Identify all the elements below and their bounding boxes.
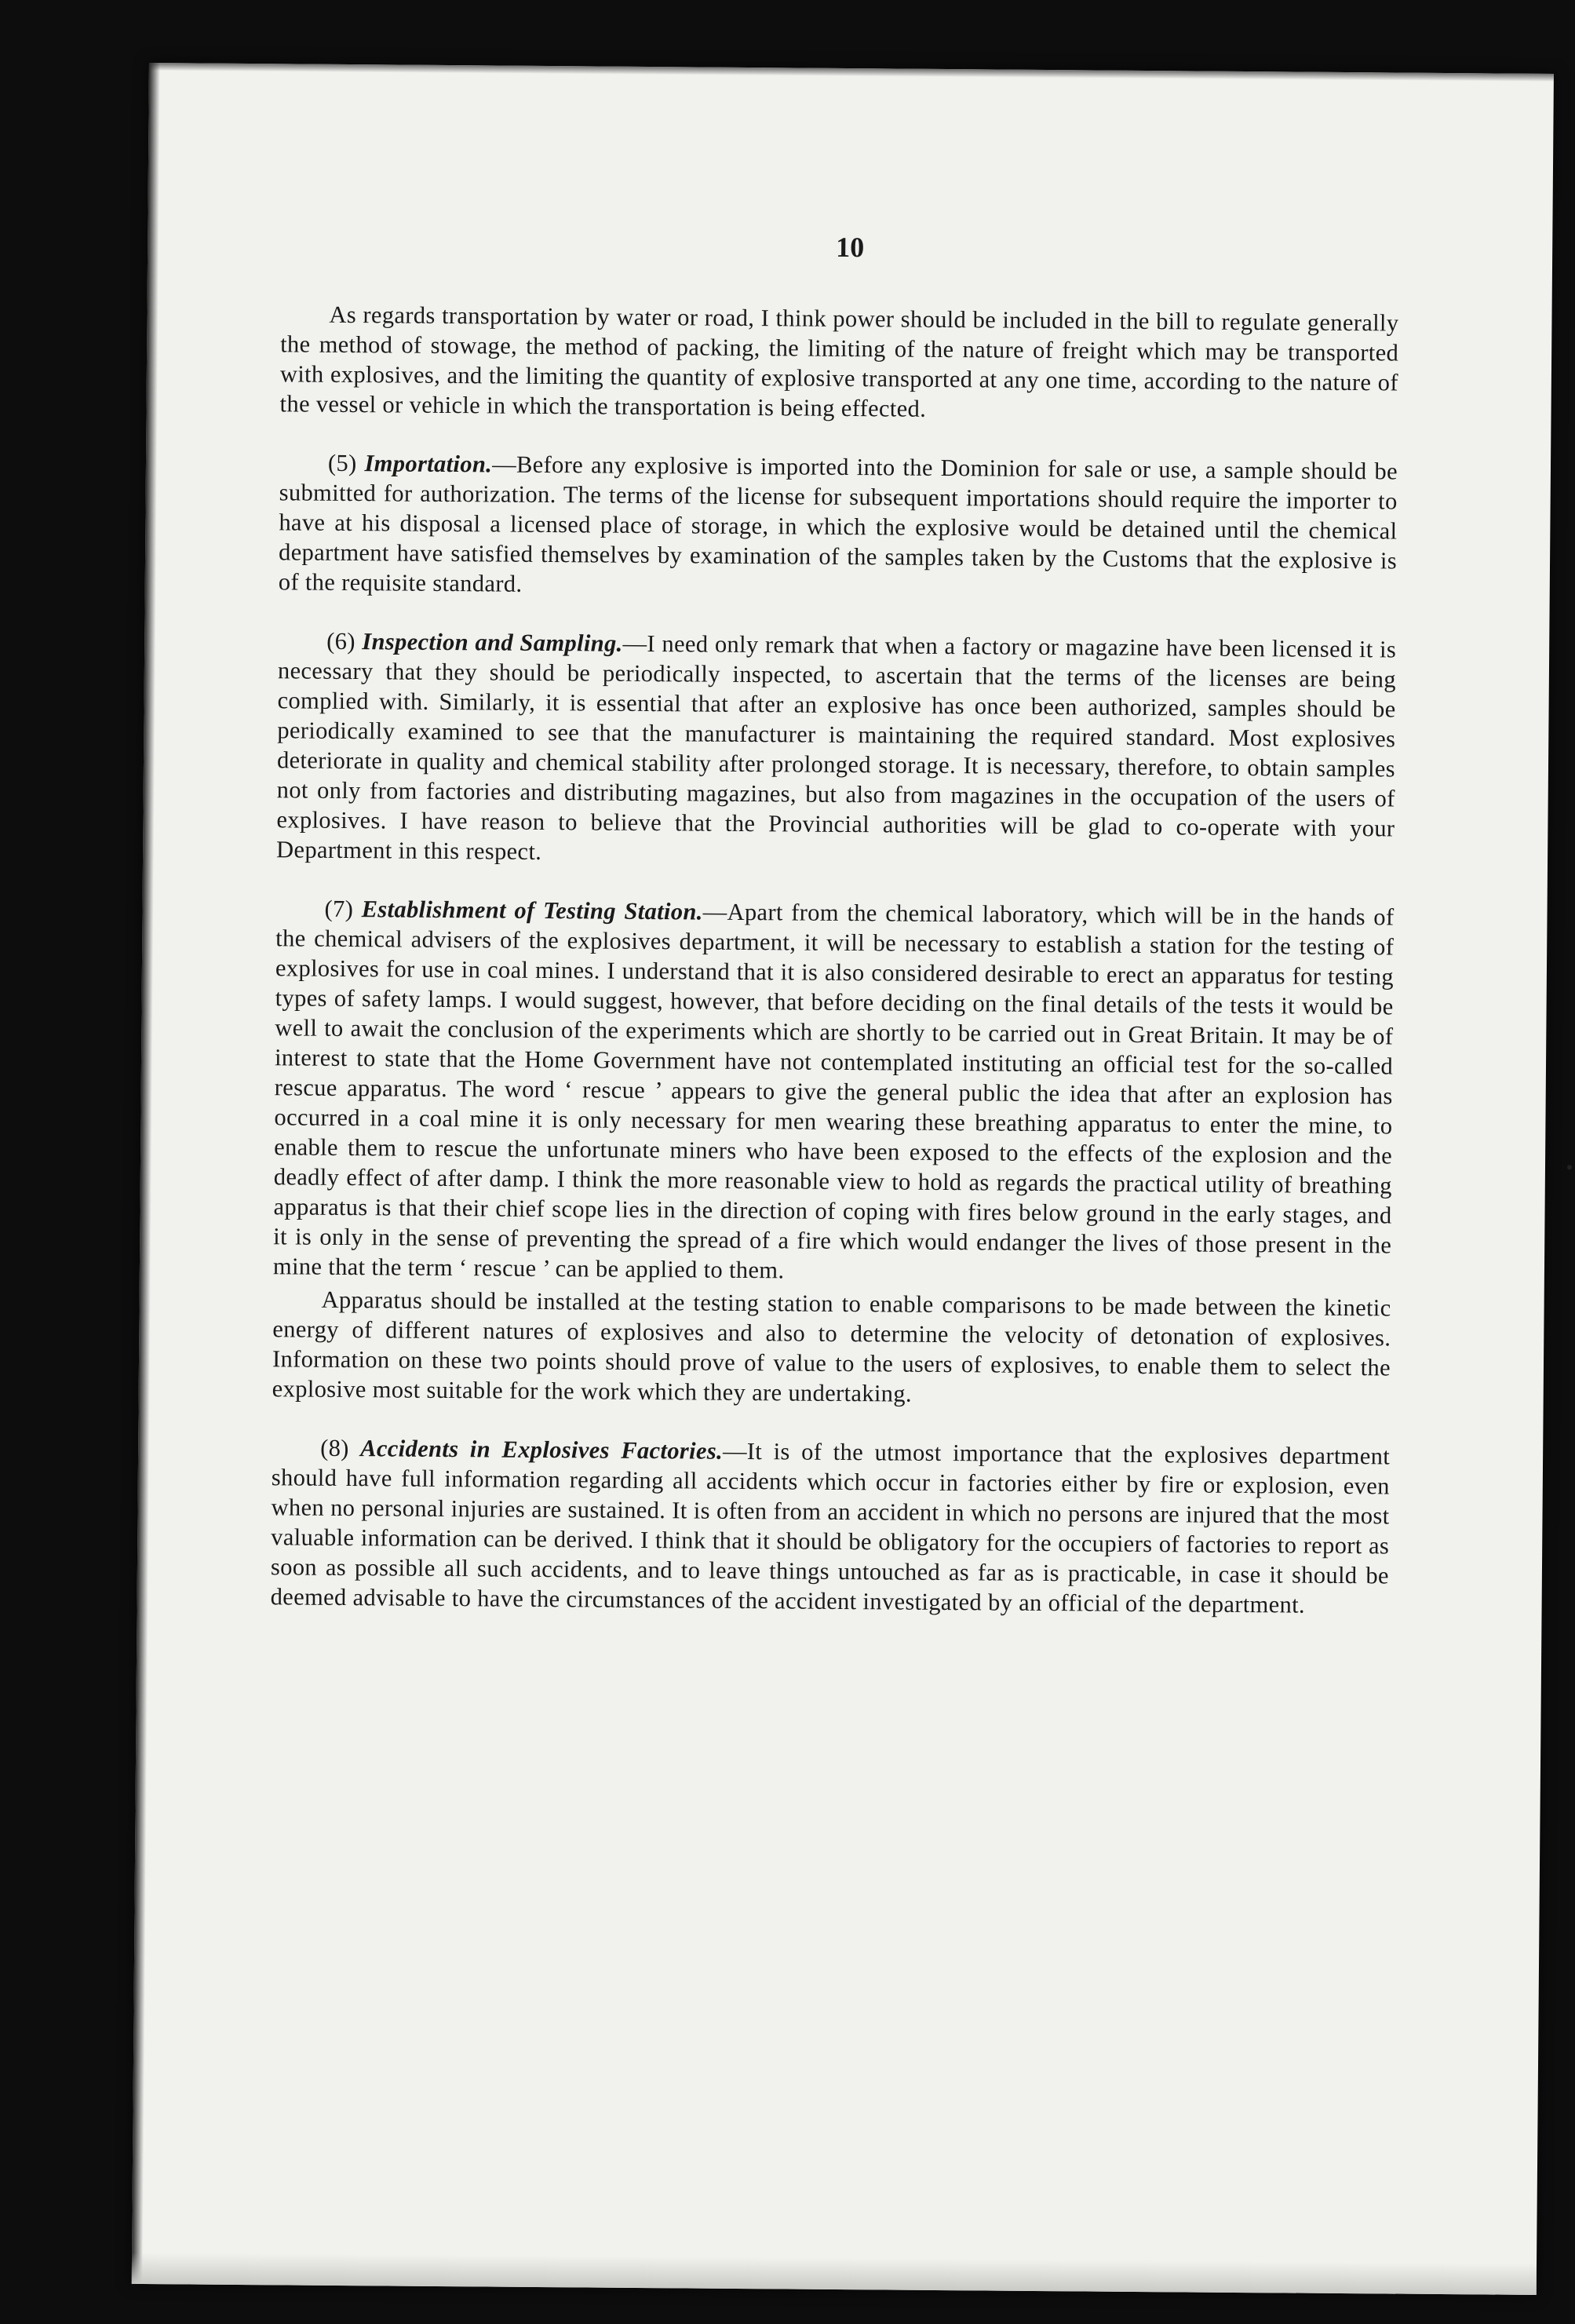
page-number: 10: [836, 231, 865, 264]
page-bottom-shadow: [132, 2253, 1537, 2295]
paragraph-text: —It is of the utmost importance that the explosives department should have full information regarding all accidents which occur in factories either by fire or explosion, even when no personal injuries are sustained. It is often from an accident in which no persons are injured that the most valuable information can be derived. I think that it should be obligatory for the occupiers of factories to report as soon as possible all such accidents, and to leave things untouched as far as is practicable, in case it should be deemed advisable to have the circumstances of the accident investigated by an official of the department.: [270, 1437, 1391, 1618]
paragraph-transport: [279, 299, 1398, 427]
paragraph-text: Apparatus should be installed at the testing station to enable comparisons to be made between the kinetic energy of different natures of explosives and also to determine the velocity of detonation of explosives. Information on these two points should prove of value to the users of explosives, to enable them to select the explosive most suitable for the work which they are undertaking.: [272, 1286, 1391, 1407]
paragraph-text: As regards transportation by water or road, I think power should be included in the bill to regulate generally the method of stowage, the method of packing, the limiting of the nature of freight which may be transported with explosives, and the limiting the quantity of explosive transported at any one time, according to the nature of the vessel or vehicle in which the transportation is being effected.: [279, 301, 1399, 422]
paragraph-text: —I need only remark that when a factory or magazine have been licensed it is necessary that they should be periodically inspected, to ascertain that the terms of the licenses are being complied with. Similarly, it is essential that after an explosive has once been authorized, samples should be periodically examined to see that the manufacturer is maintaining the required standard. Most explosives deteriorate in quality and chemical stability after prolonged storage. It is necessary, therefore, to obtain samples not only from factories and distributing magazines, but also from magazines in the occupation of the users of explosives. I have reason to believe that the Provincial authorities will be glad to co-operate with your Department in this respect.: [275, 629, 1397, 865]
paragraph-testing-station: [273, 893, 1395, 1290]
paragraph-apparatus: [272, 1284, 1391, 1412]
section-heading: Inspection and Sampling.: [362, 628, 623, 657]
paragraph-importation: [279, 447, 1398, 605]
document-body: [270, 299, 1398, 1649]
paragraph-text: —Apart from the chemical laboratory, which will be in the hands of the chemical advisers of the explosives department, it will be necessary to establish a station for the testing of explosives for use in coal mines. I understand that it is also considered desirable to erect an apparatus for testing types of safety lamps. I would suggest, however, that before deciding on the final details of the tests it would be well to await the conclusion of the experiments which are shortly to be carried out in Great Britain. It may be of interest to state that the Home Government have not contemplated instituting an official test for the so-called rescue apparatus. The word ‘ rescue ’ appears to give the general public the idea that after an explosion has occurred in a coal mine it is only necessary for men wearing these breathing apparatus to enter the mine, to enable them to rescue the unfortunate miners who have been exposed to the effects of the explosion and the deadly effect of after damp. I think the more reasonable view to hold as regards the practical utility of breathing apparatus is that their chief scope lies in the direction of coping with fires below ground in the early stages, and it is only in the sense of preventing the spread of a fire which would endanger the lives of those present in the mine that the term ‘ rescue ’ can be applied to them.: [272, 898, 1395, 1284]
page-binding-shadow: [132, 63, 160, 2284]
section-heading: Accidents in Explosives Factories.: [360, 1435, 724, 1465]
scan-speck: [1567, 1165, 1572, 1169]
paragraph-accidents: [271, 1432, 1391, 1620]
section-heading: Importation.: [364, 450, 493, 478]
document-page: [132, 63, 1554, 2295]
paragraph-inspection: [276, 626, 1396, 873]
section-number: (8): [320, 1434, 349, 1462]
section-number: (5): [327, 449, 357, 477]
section-number: (7): [324, 895, 354, 923]
paragraph-text: —Before any explosive is imported into the Dominion for sale or use, a sample should be submitted for authorization. The terms of the license for subsequent importations should require the importer to have at his disposal a licensed place of storage, in which the explosive would be detained until the chemical department have satisfied themselves by examination of the samples taken by the Customs that the explosive is of the requisite standard.: [278, 451, 1398, 597]
section-number: (6): [326, 627, 355, 655]
section-heading: Establishment of Testing Station.: [361, 896, 703, 925]
page-top-edge-shadow: [149, 63, 1554, 82]
